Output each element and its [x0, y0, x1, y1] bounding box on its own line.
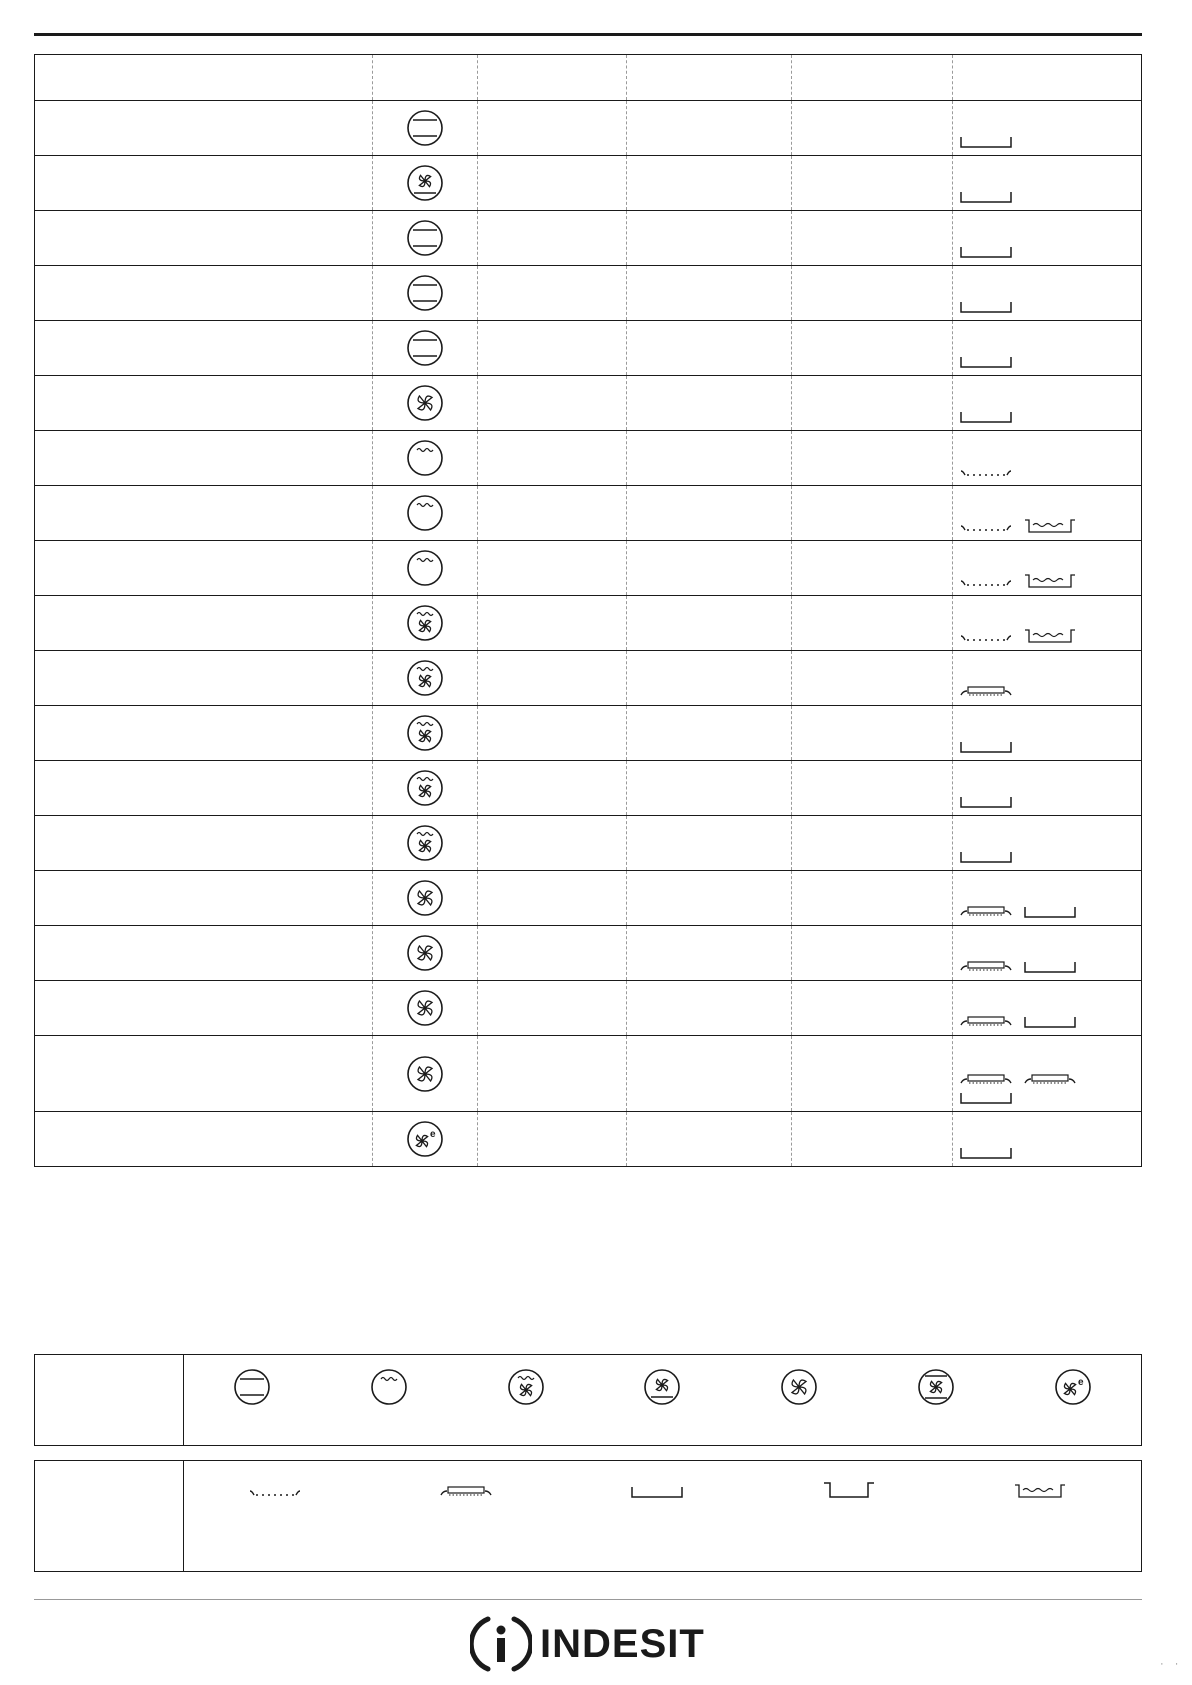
top-rule	[34, 33, 1142, 36]
function-cell	[373, 926, 478, 981]
forced-air-bottom-icon	[405, 163, 445, 203]
preheat-cell	[478, 376, 627, 431]
legend-item	[779, 1367, 819, 1407]
accessories-cell	[952, 761, 1141, 816]
time-cell	[791, 871, 952, 926]
legend-item	[369, 1367, 409, 1407]
temperature-cell	[627, 321, 791, 376]
drip-tray-icon	[959, 795, 1013, 809]
drip-tray-icon	[959, 410, 1013, 424]
turbo-grill-icon	[405, 713, 445, 753]
accessories-cell	[952, 1112, 1141, 1167]
time-cell	[791, 431, 952, 486]
drip-tray-icon	[959, 1091, 1013, 1105]
drip-tray-icon	[959, 245, 1013, 259]
forced-air-bottom-icon	[642, 1367, 682, 1407]
table-row	[35, 486, 1142, 541]
accessories-cell	[952, 431, 1141, 486]
recipe-cell	[35, 266, 373, 321]
accessories-cell	[952, 211, 1141, 266]
table-row	[35, 376, 1142, 431]
table-row	[35, 211, 1142, 266]
function-cell	[373, 486, 478, 541]
wire-shelf-icon	[959, 467, 1013, 479]
temperature-cell	[627, 101, 791, 156]
forced-air-icon	[405, 1054, 445, 1094]
function-cell	[373, 871, 478, 926]
accessories-cell	[952, 981, 1141, 1036]
accessories-cell	[952, 541, 1141, 596]
recipe-cell	[35, 816, 373, 871]
function-cell	[373, 1036, 478, 1112]
function-cell	[373, 266, 478, 321]
time-cell	[791, 981, 952, 1036]
grill-icon	[369, 1367, 409, 1407]
drip-tray-icon	[1023, 905, 1077, 919]
preheat-cell	[478, 541, 627, 596]
preheat-cell	[478, 926, 627, 981]
preheat-cell	[478, 871, 627, 926]
time-cell	[791, 926, 952, 981]
temperature-cell	[627, 596, 791, 651]
accessory-legend-label	[35, 1461, 184, 1571]
preheat-cell	[478, 706, 627, 761]
baking-tray-icon	[959, 685, 1013, 699]
preheat-cell	[478, 596, 627, 651]
recipe-cell	[35, 871, 373, 926]
brand-logo	[470, 1614, 705, 1674]
recipe-cell	[35, 211, 373, 266]
table-row	[35, 706, 1142, 761]
baking-tray-icon	[959, 905, 1013, 919]
recipe-cell	[35, 321, 373, 376]
preheat-cell	[478, 486, 627, 541]
table-row	[35, 541, 1142, 596]
drip-tray-icon	[959, 1146, 1013, 1160]
grill-icon	[405, 493, 445, 533]
function-cell	[373, 541, 478, 596]
recipe-cell	[35, 926, 373, 981]
table-row	[35, 926, 1142, 981]
temperature-cell	[627, 541, 791, 596]
accessory-legend	[34, 1460, 1142, 1572]
drip-tray-icon	[959, 355, 1013, 369]
header-cell-accessories	[952, 55, 1141, 101]
temperature-cell	[627, 981, 791, 1036]
forced-air-icon	[405, 878, 445, 918]
time-cell	[791, 761, 952, 816]
function-cell	[373, 706, 478, 761]
temperature-cell	[627, 266, 791, 321]
turbo-grill-icon	[405, 823, 445, 863]
accessories-cell	[952, 101, 1141, 156]
function-cell	[373, 981, 478, 1036]
conventional-icon	[405, 328, 445, 368]
table-header-row	[35, 55, 1142, 101]
time-cell	[791, 596, 952, 651]
drip-tray-icon	[630, 1485, 684, 1499]
table-row	[35, 871, 1142, 926]
drip-tray-icon	[1023, 1015, 1077, 1029]
legend-item	[642, 1367, 682, 1407]
temperature-cell	[627, 871, 791, 926]
preheat-cell	[478, 981, 627, 1036]
svg-text:e: e	[1077, 1377, 1084, 1388]
table-row	[35, 156, 1142, 211]
function-cell	[373, 101, 478, 156]
preheat-cell	[478, 1036, 627, 1112]
accessories-cell	[952, 706, 1141, 761]
temperature-cell	[627, 816, 791, 871]
wire-shelf-icon	[959, 577, 1013, 589]
preheat-cell	[478, 101, 627, 156]
drip-tray-icon	[1023, 960, 1077, 974]
forced-air-icon	[405, 933, 445, 973]
forced-air-icon	[405, 383, 445, 423]
svg-text:e: e	[430, 1129, 436, 1140]
table-row	[35, 431, 1142, 486]
legend-item	[506, 1367, 546, 1407]
recipe-cell	[35, 486, 373, 541]
time-cell	[791, 321, 952, 376]
time-cell	[791, 706, 952, 761]
temperature-cell	[627, 706, 791, 761]
brand-wordmark: INDESIT	[540, 1621, 705, 1666]
temperature-cell	[627, 1112, 791, 1167]
water-tray-icon	[1023, 518, 1077, 534]
function-cell	[373, 211, 478, 266]
temperature-cell	[627, 211, 791, 266]
drip-tray-icon	[959, 190, 1013, 204]
accessories-cell	[952, 596, 1141, 651]
indesit-logo-icon	[470, 1613, 532, 1675]
table-row	[35, 266, 1142, 321]
legend-item	[630, 1481, 694, 1499]
water-tray-icon	[1023, 573, 1077, 589]
recipe-cell	[35, 376, 373, 431]
accessories-cell	[952, 651, 1141, 706]
wire-shelf-icon	[959, 632, 1013, 644]
legend-item	[916, 1367, 956, 1407]
legend-item	[439, 1481, 503, 1499]
eco-forced-air-icon	[405, 1119, 445, 1159]
drip-tray-icon	[959, 850, 1013, 864]
preheat-cell	[478, 651, 627, 706]
preheat-cell	[478, 1112, 627, 1167]
turbo-grill-icon	[405, 768, 445, 808]
drip-tray-icon	[959, 135, 1013, 149]
recipe-cell	[35, 1112, 373, 1167]
header-cell-function	[373, 55, 478, 101]
table-row	[35, 816, 1142, 871]
time-cell	[791, 211, 952, 266]
legend-item	[822, 1481, 886, 1499]
conventional-icon	[232, 1367, 272, 1407]
time-cell	[791, 101, 952, 156]
baking-tray-icon	[959, 1015, 1013, 1029]
preheat-cell	[478, 266, 627, 321]
accessories-cell	[952, 266, 1141, 321]
baking-tray-icon	[1023, 1073, 1077, 1087]
header-cell-recipe	[35, 55, 373, 101]
table-row	[35, 101, 1142, 156]
recipe-cell	[35, 706, 373, 761]
wire-shelf-icon	[959, 522, 1013, 534]
table-row	[35, 651, 1142, 706]
convection-bake-icon	[916, 1367, 956, 1407]
page-corner-mark: · ·	[1160, 1658, 1183, 1670]
time-cell	[791, 486, 952, 541]
function-cell	[373, 596, 478, 651]
recipe-cell	[35, 541, 373, 596]
accessories-cell	[952, 156, 1141, 211]
function-cell	[373, 376, 478, 431]
legend-item	[232, 1367, 272, 1407]
function-cell	[373, 651, 478, 706]
function-legend-items	[184, 1355, 1141, 1445]
preheat-cell	[478, 156, 627, 211]
time-cell	[791, 651, 952, 706]
grill-icon	[405, 438, 445, 478]
time-cell	[791, 156, 952, 211]
recipe-cell	[35, 651, 373, 706]
header-cell-temperature	[627, 55, 791, 101]
function-cell	[373, 816, 478, 871]
legend-item	[248, 1481, 312, 1499]
temperature-cell	[627, 486, 791, 541]
conventional-icon	[405, 273, 445, 313]
time-cell	[791, 1112, 952, 1167]
grill-icon	[405, 548, 445, 588]
recipe-cell	[35, 981, 373, 1036]
function-legend-label	[35, 1355, 184, 1445]
deep-tray-icon	[822, 1481, 876, 1499]
cooking-table	[34, 54, 1142, 1167]
preheat-cell	[478, 211, 627, 266]
drip-tray-icon	[959, 300, 1013, 314]
wire-shelf-icon	[248, 1487, 302, 1499]
table-row	[35, 321, 1142, 376]
accessories-cell	[952, 871, 1141, 926]
recipe-cell	[35, 156, 373, 211]
recipe-cell	[35, 1036, 373, 1112]
table-row	[35, 596, 1142, 651]
table-row	[35, 761, 1142, 816]
conventional-icon	[405, 108, 445, 148]
header-cell-preheat	[478, 55, 627, 101]
preheat-cell	[478, 321, 627, 376]
table-row	[35, 1036, 1142, 1112]
function-cell	[373, 156, 478, 211]
time-cell	[791, 266, 952, 321]
function-cell	[373, 1112, 478, 1167]
accessories-cell	[952, 926, 1141, 981]
accessories-cell	[952, 486, 1141, 541]
legend-item	[1013, 1481, 1077, 1499]
function-cell	[373, 321, 478, 376]
forced-air-icon	[779, 1367, 819, 1407]
baking-tray-icon	[439, 1485, 493, 1499]
function-cell	[373, 431, 478, 486]
drip-tray-icon	[959, 740, 1013, 754]
preheat-cell	[478, 431, 627, 486]
time-cell	[791, 376, 952, 431]
water-tray-icon	[1023, 628, 1077, 644]
bottom-rule	[34, 1599, 1142, 1600]
turbo-grill-icon	[405, 658, 445, 698]
turbo-grill-icon	[506, 1367, 546, 1407]
accessories-cell	[952, 1036, 1141, 1112]
function-cell	[373, 761, 478, 816]
accessories-cell	[952, 376, 1141, 431]
temperature-cell	[627, 1036, 791, 1112]
function-legend	[34, 1354, 1142, 1446]
time-cell	[791, 816, 952, 871]
recipe-cell	[35, 761, 373, 816]
recipe-cell	[35, 101, 373, 156]
preheat-cell	[478, 761, 627, 816]
accessories-cell	[952, 321, 1141, 376]
accessory-legend-items	[184, 1461, 1141, 1571]
preheat-cell	[478, 816, 627, 871]
eco-forced-air-icon	[1053, 1367, 1093, 1407]
time-cell	[791, 1036, 952, 1112]
header-cell-time	[791, 55, 952, 101]
temperature-cell	[627, 651, 791, 706]
conventional-icon	[405, 218, 445, 258]
turbo-grill-icon	[405, 603, 445, 643]
legend-item	[1053, 1367, 1093, 1407]
forced-air-icon	[405, 988, 445, 1028]
table-row	[35, 1112, 1142, 1167]
temperature-cell	[627, 926, 791, 981]
table-row	[35, 981, 1142, 1036]
temperature-cell	[627, 431, 791, 486]
water-tray-icon	[1013, 1483, 1067, 1499]
temperature-cell	[627, 376, 791, 431]
recipe-cell	[35, 596, 373, 651]
baking-tray-icon	[959, 960, 1013, 974]
temperature-cell	[627, 156, 791, 211]
time-cell	[791, 541, 952, 596]
temperature-cell	[627, 761, 791, 816]
accessories-cell	[952, 816, 1141, 871]
baking-tray-icon	[959, 1073, 1013, 1087]
recipe-cell	[35, 431, 373, 486]
